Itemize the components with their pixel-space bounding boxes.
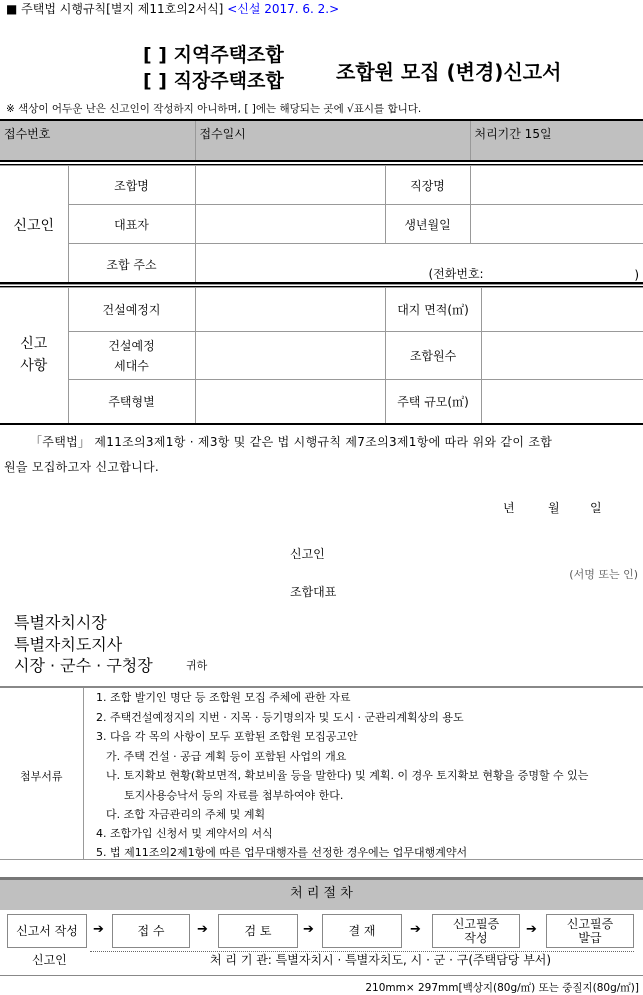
month-label: 월 [548, 501, 560, 515]
year-label: 년 [503, 501, 515, 515]
union-name-label: 조합명 [68, 166, 195, 205]
site-label: 건설예정지 [68, 288, 195, 332]
arrow-icon: ➔ [526, 922, 537, 937]
step-approve: 결 재 [322, 914, 402, 948]
housing-size-label: 주택 규모(㎡) [385, 380, 481, 424]
addressee-3: 시장 · 군수 · 구청장 [14, 656, 153, 675]
signature-field[interactable]: (서명 또는 인) [569, 568, 638, 581]
procedure-header: 처 리 절 차 [0, 877, 643, 910]
day-label: 일 [590, 501, 602, 515]
attachment-item: 토지사용승낙서 등의 자료를 첨부하여야 한다. [124, 789, 344, 802]
step-receive: 접 수 [112, 914, 190, 948]
procedure-applicant: 신고인 [32, 953, 67, 967]
housing-size-field[interactable] [481, 380, 643, 424]
birthdate-field[interactable] [470, 205, 643, 244]
members-field[interactable] [481, 332, 643, 380]
households-label: 건설예정 세대수 [68, 332, 195, 380]
attachment-item: 4. 조합가입 신청서 및 계약서의 서식 [96, 827, 273, 840]
step-certificate-prepare: 신고필증 작성 [432, 914, 520, 948]
applicant-section-label: 신고인 [0, 166, 68, 285]
attachment-item: 5. 법 제11조의2제1항에 따른 업무대행자를 선정한 경우에는 업무대행계약서 [96, 846, 468, 859]
paper-spec: 210mm× 297mm[백상지(80g/㎡) 또는 중질지(80g/㎡)] [365, 982, 639, 994]
form-ref-text: 주택법 시행규칙[별지 제11호의2서식] [21, 2, 224, 16]
report-table [0, 287, 643, 425]
addressee-1: 특별자치시장 [14, 613, 107, 632]
instruction-note: ※ 색상이 어두운 난은 신고인이 작성하지 아니하며, [ ]에는 해당되는 곳에 √표시를 합니다. [6, 103, 422, 115]
addressee-suffix: 귀하 [186, 659, 208, 672]
attachment-item: 나. 토지확보 현황(확보면적, 확보비율 등을 말한다) 및 계획. 이 경우 토지확보 현황을 증명할 수 있는 [106, 769, 589, 782]
processing-agency: 처 리 기 관: 특별자치시 · 특별자치도, 시 · 군 · 구(주택담당 부서) [210, 953, 552, 967]
declaration-line2: 원을 모집하고자 신고합니다. [4, 460, 160, 474]
bullet-icon: ■ [6, 2, 18, 16]
representative-label: 대표자 [68, 205, 195, 244]
processing-period: 처리기간 15일 [470, 120, 643, 161]
step-write: 신고서 작성 [7, 914, 87, 948]
land-area-label: 대지 면적(㎡) [385, 288, 481, 332]
receipt-date: 접수일시 [195, 120, 470, 161]
revision-note: <신설 2017. 6. 2.> [227, 2, 340, 16]
address-field[interactable] [195, 244, 643, 285]
birthdate-label: 생년월일 [385, 205, 470, 244]
footer-divider [0, 975, 643, 976]
households-field[interactable] [195, 332, 385, 380]
housing-type-field[interactable] [195, 380, 385, 424]
workplace-label: 직장명 [385, 166, 470, 205]
step-certificate-issue: 신고필증 발급 [546, 914, 634, 948]
arrow-icon: ➔ [410, 922, 421, 937]
form-reference [6, 0, 339, 17]
address-label: 조합 주소 [68, 244, 195, 285]
receipt-table [0, 119, 643, 162]
site-field[interactable] [195, 288, 385, 332]
union-name-field[interactable] [195, 166, 385, 205]
representative-field[interactable] [195, 205, 385, 244]
land-area-field[interactable] [481, 288, 643, 332]
step-review: 검 토 [218, 914, 298, 948]
option-workplace-union[interactable]: [ ] 직장주택조합 [143, 70, 284, 92]
attachment-item: 2. 주택건설예정지의 지번 · 지목 · 등기명의자 및 도시 · 군관리계획상의 용도 [96, 711, 464, 724]
receipt-number: 접수번호 [0, 120, 195, 161]
members-label: 조합원수 [385, 332, 481, 380]
report-section-label: 신고 사항 [0, 288, 68, 424]
arrow-icon: ➔ [197, 922, 208, 937]
union-rep-label: 조합대표 [290, 585, 337, 599]
addressee-2: 특별자치도지사 [14, 635, 123, 654]
attachment-item: 1. 조합 발기인 명단 등 조합원 모집 주체에 관한 자료 [96, 691, 351, 704]
attachment-item: 가. 주택 건설 · 공급 계획 등이 포함된 사업의 개요 [106, 750, 347, 763]
applicant-table [0, 165, 643, 285]
attachments-label: 첨부서류 [20, 770, 63, 783]
page-title: 조합원 모집 (변경)신고서 [336, 60, 562, 84]
phone-label: (전화번호: [428, 267, 484, 281]
phone-close: ) [634, 268, 639, 282]
housing-type-label: 주택형별 [68, 380, 195, 424]
arrow-icon: ➔ [93, 922, 104, 937]
option-regional-union[interactable]: [ ] 지역주택조합 [143, 44, 284, 66]
attachment-item: 다. 조합 자금관리의 주체 및 계획 [106, 808, 266, 821]
signer-label: 신고인 [290, 547, 325, 561]
declaration-line1: 「주택법」 제11조의3제1항 · 제3항 및 같은 법 시행규칙 제7조의3제1항에 따라 위와 같이 조합 [30, 435, 553, 449]
attachment-item: 3. 다음 각 목의 사항이 모두 포함된 조합원 모집공고안 [96, 730, 358, 743]
arrow-icon: ➔ [303, 922, 314, 937]
workplace-field[interactable] [470, 166, 643, 205]
